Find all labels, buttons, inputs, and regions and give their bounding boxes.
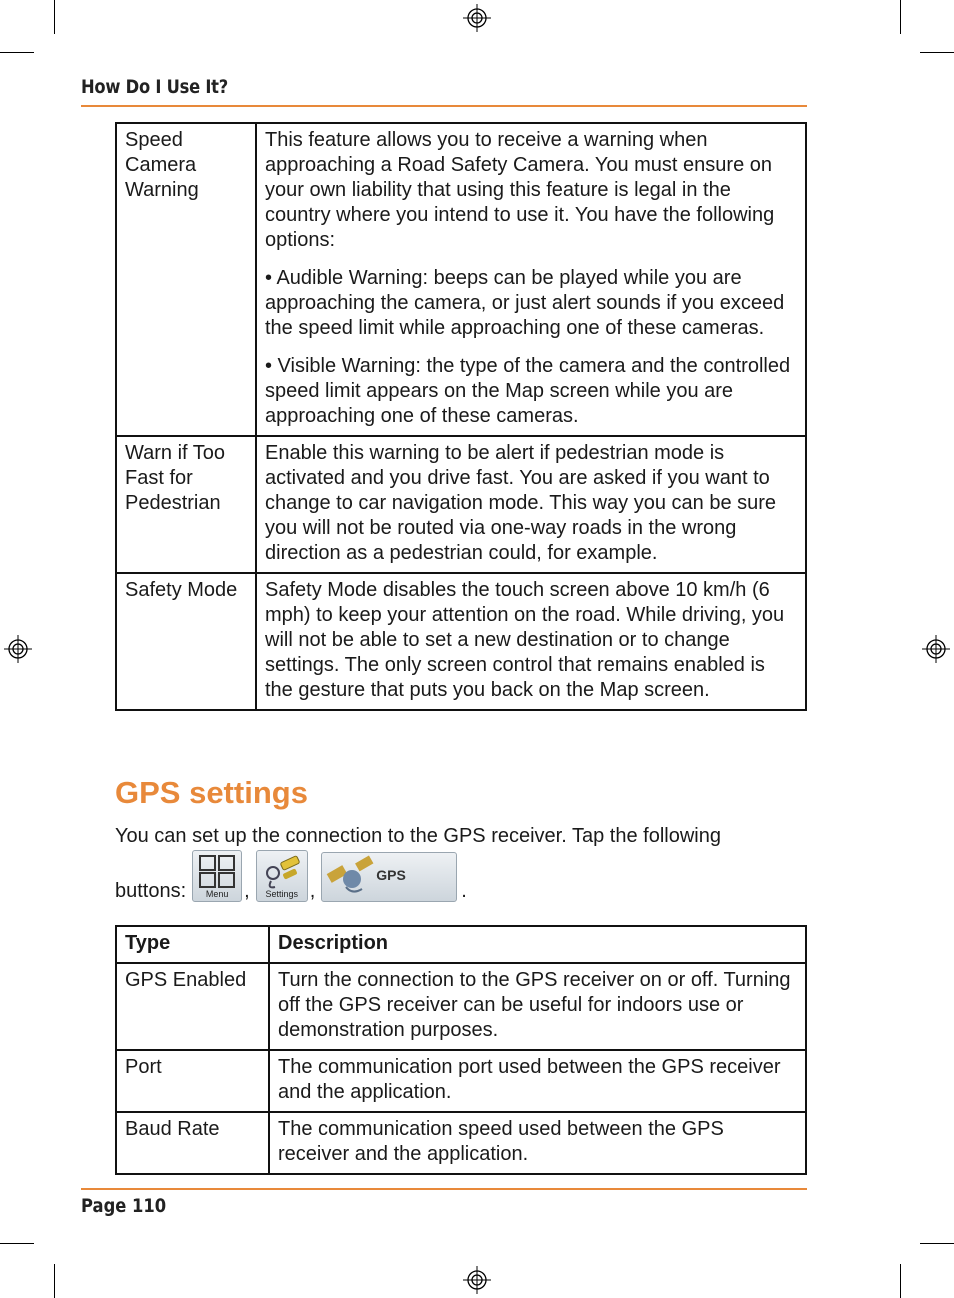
footer-rule: [81, 1188, 807, 1190]
gps-options-table: [115, 925, 807, 1175]
option-description: Turn the connection to the GPS receiver on or off. Turning off the GPS receiver can be useful for indoors use or demonstration purposes.: [269, 963, 806, 1050]
menu-button[interactable]: [192, 850, 242, 902]
table-row: [116, 963, 806, 1050]
table-row: [116, 436, 806, 573]
option-description: [256, 573, 806, 710]
button-sequence: [115, 850, 467, 904]
separator: ,: [309, 880, 316, 902]
header-rule: [81, 105, 807, 107]
page-header-title: How Do I Use It?: [81, 76, 228, 98]
table-row: [116, 1112, 806, 1174]
registration-mark-icon: [463, 1266, 491, 1294]
description-paragraph: • Visible Warning: the type of the camera and the controlled speed limit appears on the Map screen while you are approaching one of these cameras.: [265, 355, 791, 427]
table-row: [116, 123, 806, 436]
page-number: Page 110: [81, 1195, 167, 1217]
button-caption: GPS: [376, 867, 406, 883]
button-caption: Settings: [265, 889, 298, 899]
section-title: GPS settings: [115, 775, 308, 810]
option-description: The communication speed used between the GPS receiver and the application.: [269, 1112, 806, 1174]
description-paragraph: • Audible Warning: beeps can be played while you are approaching the camera, or just alert sounds if you exceed the speed limit while approaching one of these cameras.: [265, 267, 785, 339]
description-paragraph: This feature allows you to receive a warning when approaching a Road Safety Camera. You must ensure on your own liability that using this feature is legal in the country where you intend to use it. You have the following options:: [265, 129, 775, 251]
table-header-row: [116, 926, 806, 963]
buttons-label: buttons:: [115, 880, 187, 902]
option-description: [256, 123, 806, 436]
button-caption: Menu: [205, 889, 229, 899]
description-paragraph: Safety Mode disables the touch screen above 10 km/h (6 mph) to keep your attention on the road. While driving, you will not be able to set a new destination or to change settings. The only screen control that remains enabled is the gesture that puts you back on the Map screen.: [265, 579, 785, 701]
separator: .: [461, 880, 467, 902]
registration-mark-icon: [4, 635, 32, 663]
crop-mark: [900, 1264, 901, 1298]
settings-button[interactable]: [256, 850, 308, 902]
option-name: GPS Enabled: [116, 963, 269, 1050]
option-name: Warn if Too Fast for Pedestrian: [116, 436, 256, 573]
separator: ,: [244, 880, 250, 902]
column-header-type: Type: [116, 926, 269, 963]
option-name: Speed Camera Warning: [116, 123, 256, 436]
table-row: [116, 1050, 806, 1112]
crop-mark: [920, 52, 954, 53]
crop-mark: [0, 1243, 34, 1244]
option-description: The communication port used between the GPS receiver and the application.: [269, 1050, 806, 1112]
option-name: Safety Mode: [116, 573, 256, 710]
crop-mark: [54, 0, 55, 34]
option-name: Port: [116, 1050, 269, 1112]
options-table: [115, 122, 807, 711]
registration-mark-icon: [922, 635, 950, 663]
crop-mark: [0, 52, 34, 53]
description-paragraph: Enable this warning to be alert if pedestrian mode is activated and you drive fast. You are asked if you want to change to car navigation mode. This way you can be sure you will not be routed via one-way roads in the wrong direction as a pedestrian could, for example.: [265, 442, 777, 564]
crop-mark: [920, 1243, 954, 1244]
intro-text: You can set up the connection to the GPS receiver. Tap the following: [115, 825, 721, 847]
gps-button[interactable]: [321, 852, 457, 902]
column-header-description: Description: [269, 926, 806, 963]
option-name: Baud Rate: [116, 1112, 269, 1174]
crop-mark: [900, 0, 901, 34]
option-description: [256, 436, 806, 573]
registration-mark-icon: [463, 4, 491, 32]
table-row: [116, 573, 806, 710]
crop-mark: [54, 1264, 55, 1298]
